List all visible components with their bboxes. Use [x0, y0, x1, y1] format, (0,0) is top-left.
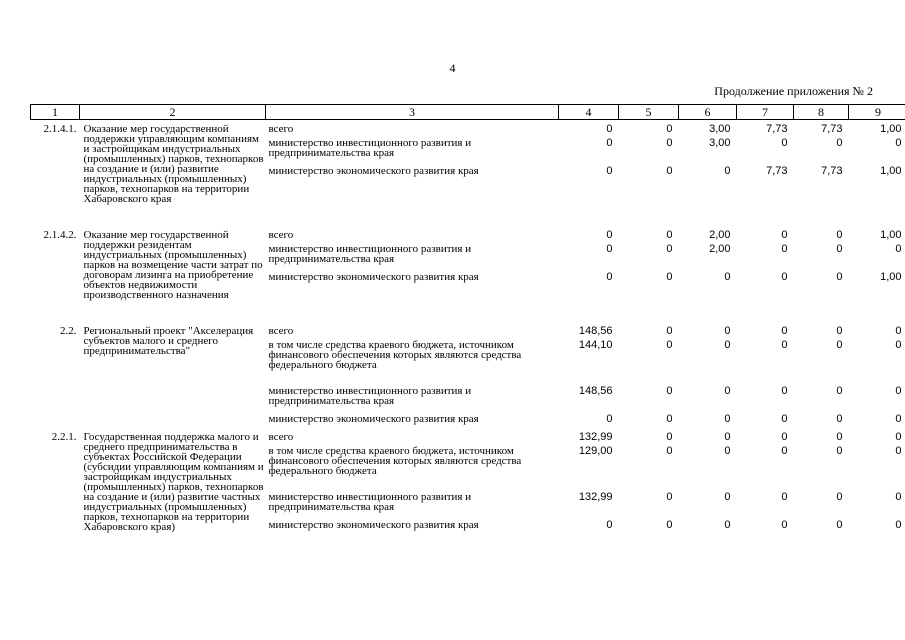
value-cell: 0 — [724, 384, 731, 397]
value-cell: 0 — [781, 324, 788, 337]
table-row — [31, 120, 905, 136]
value-cell: 0 — [781, 228, 788, 241]
value-cell: 0 — [666, 430, 673, 443]
table-row — [31, 428, 905, 444]
header-cell: 6 — [679, 105, 737, 120]
funding-source: всего — [268, 123, 294, 135]
table-row — [31, 322, 905, 338]
value-cell: 0 — [666, 242, 673, 255]
item-number: 2.2. — [60, 324, 77, 337]
value-cell: 0 — [606, 136, 613, 149]
value-cell: 0 — [836, 324, 843, 337]
continuation-label: Продолжение приложения № 2 — [714, 84, 873, 98]
value-cell: 2,00 — [709, 228, 731, 241]
value-cell: 0 — [781, 518, 788, 531]
value-cell: 0 — [724, 338, 731, 351]
value-cell: 0 — [724, 490, 731, 503]
value-cell: 7,73 — [821, 123, 843, 135]
funding-source: в том числе средства краевого бюджета, источником финансового обеспечения которых являются средства федерального бюджета — [268, 338, 522, 371]
value-cell: 7,73 — [766, 164, 788, 177]
table-body — [31, 120, 905, 562]
item-number: 2.2.1. — [51, 430, 77, 443]
value-cell: 0 — [895, 490, 902, 503]
value-cell: 0 — [895, 412, 902, 425]
value-cell: 1,00 — [880, 228, 902, 241]
funding-source: всего — [268, 228, 294, 241]
item-name: Региональный проект "Акселерация субъектов малого и среднего предпринимательства" — [83, 324, 254, 357]
page-number: 4 — [449, 61, 456, 75]
header-cell: 7 — [737, 105, 794, 120]
value-cell: 0 — [895, 338, 902, 351]
value-cell: 0 — [724, 270, 731, 283]
header-cell: 9 — [849, 105, 905, 120]
value-cell: 0 — [895, 430, 902, 443]
item-number: 2.1.4.1. — [43, 123, 77, 135]
value-cell: 0 — [836, 242, 843, 255]
value-cell: 0 — [836, 228, 843, 241]
value-cell: 0 — [666, 228, 673, 241]
value-cell: 1,00 — [880, 164, 902, 177]
value-cell: 0 — [781, 430, 788, 443]
value-cell: 0 — [781, 136, 788, 149]
value-cell: 0 — [836, 270, 843, 283]
value-cell: 0 — [666, 136, 673, 149]
value-cell: 0 — [666, 123, 673, 135]
value-cell: 0 — [781, 242, 788, 255]
value-cell: 0 — [781, 270, 788, 283]
value-cell: 0 — [836, 412, 843, 425]
value-cell: 148,56 — [578, 384, 613, 397]
value-cell: 148,56 — [578, 324, 613, 337]
value-cell: 0 — [895, 136, 902, 149]
value-cell: 129,00 — [578, 444, 613, 457]
item-number: 2.1.4.2. — [43, 228, 77, 241]
value-cell: 0 — [895, 242, 902, 255]
value-cell: 0 — [666, 444, 673, 457]
value-cell: 0 — [781, 338, 788, 351]
value-cell: 2,00 — [709, 242, 731, 255]
funding-source: министерство экономического развития края — [268, 412, 479, 425]
value-cell: 0 — [724, 430, 731, 443]
funding-source: всего — [268, 324, 294, 337]
value-cell: 0 — [666, 270, 673, 283]
value-cell: 7,73 — [821, 164, 843, 177]
value-cell: 0 — [606, 270, 613, 283]
value-cell: 0 — [836, 338, 843, 351]
value-cell: 0 — [724, 324, 731, 337]
value-cell: 0 — [724, 164, 731, 177]
value-cell: 0 — [836, 384, 843, 397]
funding-source: в том числе средства краевого бюджета, источником финансового обеспечения которых являются средства федерального бюджета — [268, 444, 522, 477]
value-cell: 0 — [781, 490, 788, 503]
value-cell: 0 — [666, 412, 673, 425]
value-cell: 0 — [666, 164, 673, 177]
funding-source: министерство экономического развития края — [268, 518, 479, 531]
value-cell: 0 — [666, 518, 673, 531]
value-cell: 1,00 — [880, 123, 902, 135]
value-cell: 0 — [895, 518, 902, 531]
funding-source: министерство инвестиционного развития и предпринимательства края — [268, 242, 472, 265]
value-cell: 0 — [895, 384, 902, 397]
value-cell: 0 — [781, 444, 788, 457]
value-cell: 3,00 — [709, 136, 731, 149]
funding-source: министерство инвестиционного развития и предпринимательства края — [268, 490, 472, 513]
value-cell: 0 — [724, 444, 731, 457]
value-cell: 0 — [836, 490, 843, 503]
value-cell: 7,73 — [766, 123, 788, 135]
funding-source: министерство инвестиционного развития и предпринимательства края — [268, 136, 472, 159]
header-cell: 8 — [794, 105, 849, 120]
value-cell: 132,99 — [578, 430, 613, 443]
funding-source: министерство инвестиционного развития и предпринимательства края — [268, 384, 472, 407]
header-cell: 4 — [559, 105, 619, 120]
value-cell: 0 — [606, 164, 613, 177]
value-cell: 0 — [836, 136, 843, 149]
value-cell: 0 — [666, 324, 673, 337]
value-cell: 0 — [606, 228, 613, 241]
funding-table — [30, 104, 905, 562]
value-cell: 0 — [724, 412, 731, 425]
value-cell: 0 — [666, 384, 673, 397]
value-cell: 0 — [895, 324, 902, 337]
value-cell: 0 — [606, 412, 613, 425]
value-cell: 0 — [606, 518, 613, 531]
value-cell: 132,99 — [578, 490, 613, 503]
value-cell: 0 — [666, 490, 673, 503]
header-row — [31, 105, 905, 120]
value-cell: 144,10 — [578, 338, 613, 351]
funding-source: министерство экономического развития края — [268, 164, 479, 177]
header-cell: 5 — [619, 105, 679, 120]
value-cell: 0 — [836, 430, 843, 443]
funding-source: министерство экономического развития края — [268, 270, 479, 283]
value-cell: 0 — [836, 518, 843, 531]
value-cell: 0 — [606, 242, 613, 255]
header-cell: 2 — [80, 105, 266, 120]
funding-source: всего — [268, 430, 294, 443]
value-cell: 0 — [895, 444, 902, 457]
value-cell: 0 — [724, 518, 731, 531]
value-cell: 0 — [606, 123, 613, 135]
header-cell: 1 — [31, 105, 80, 120]
item-name: Оказание мер государственной поддержки управляющим компаниям и застройщикам индустриальных (промышленных) парков, технопарков на создание и (или) развитие индустриальных (промышленных) парков, технопарков на территории Хабаровского края — [83, 123, 264, 205]
item-name: Государственная поддержка малого и среднего предпринимательства в субъектах Российской Федерации (субсидии управляющим компаниям и застройщикам индустриальных (промышленных) парков, технопарков на создание и (или) развитие частных индустриальных (промышленных) парков, технопарков на территории Хабаровского края) — [83, 430, 264, 533]
value-cell: 0 — [836, 444, 843, 457]
item-name: Оказание мер государственной поддержки резидентам индустриальных (промышленных) парков на возмещение части затрат по договорам лизинга на приобретение объектов недвижимости производственного назначения — [83, 228, 263, 301]
header-cell: 3 — [266, 105, 559, 120]
value-cell: 0 — [666, 338, 673, 351]
value-cell: 0 — [781, 384, 788, 397]
table-row — [31, 226, 905, 242]
value-cell: 0 — [781, 412, 788, 425]
value-cell: 3,00 — [709, 123, 731, 135]
value-cell: 1,00 — [880, 270, 902, 283]
